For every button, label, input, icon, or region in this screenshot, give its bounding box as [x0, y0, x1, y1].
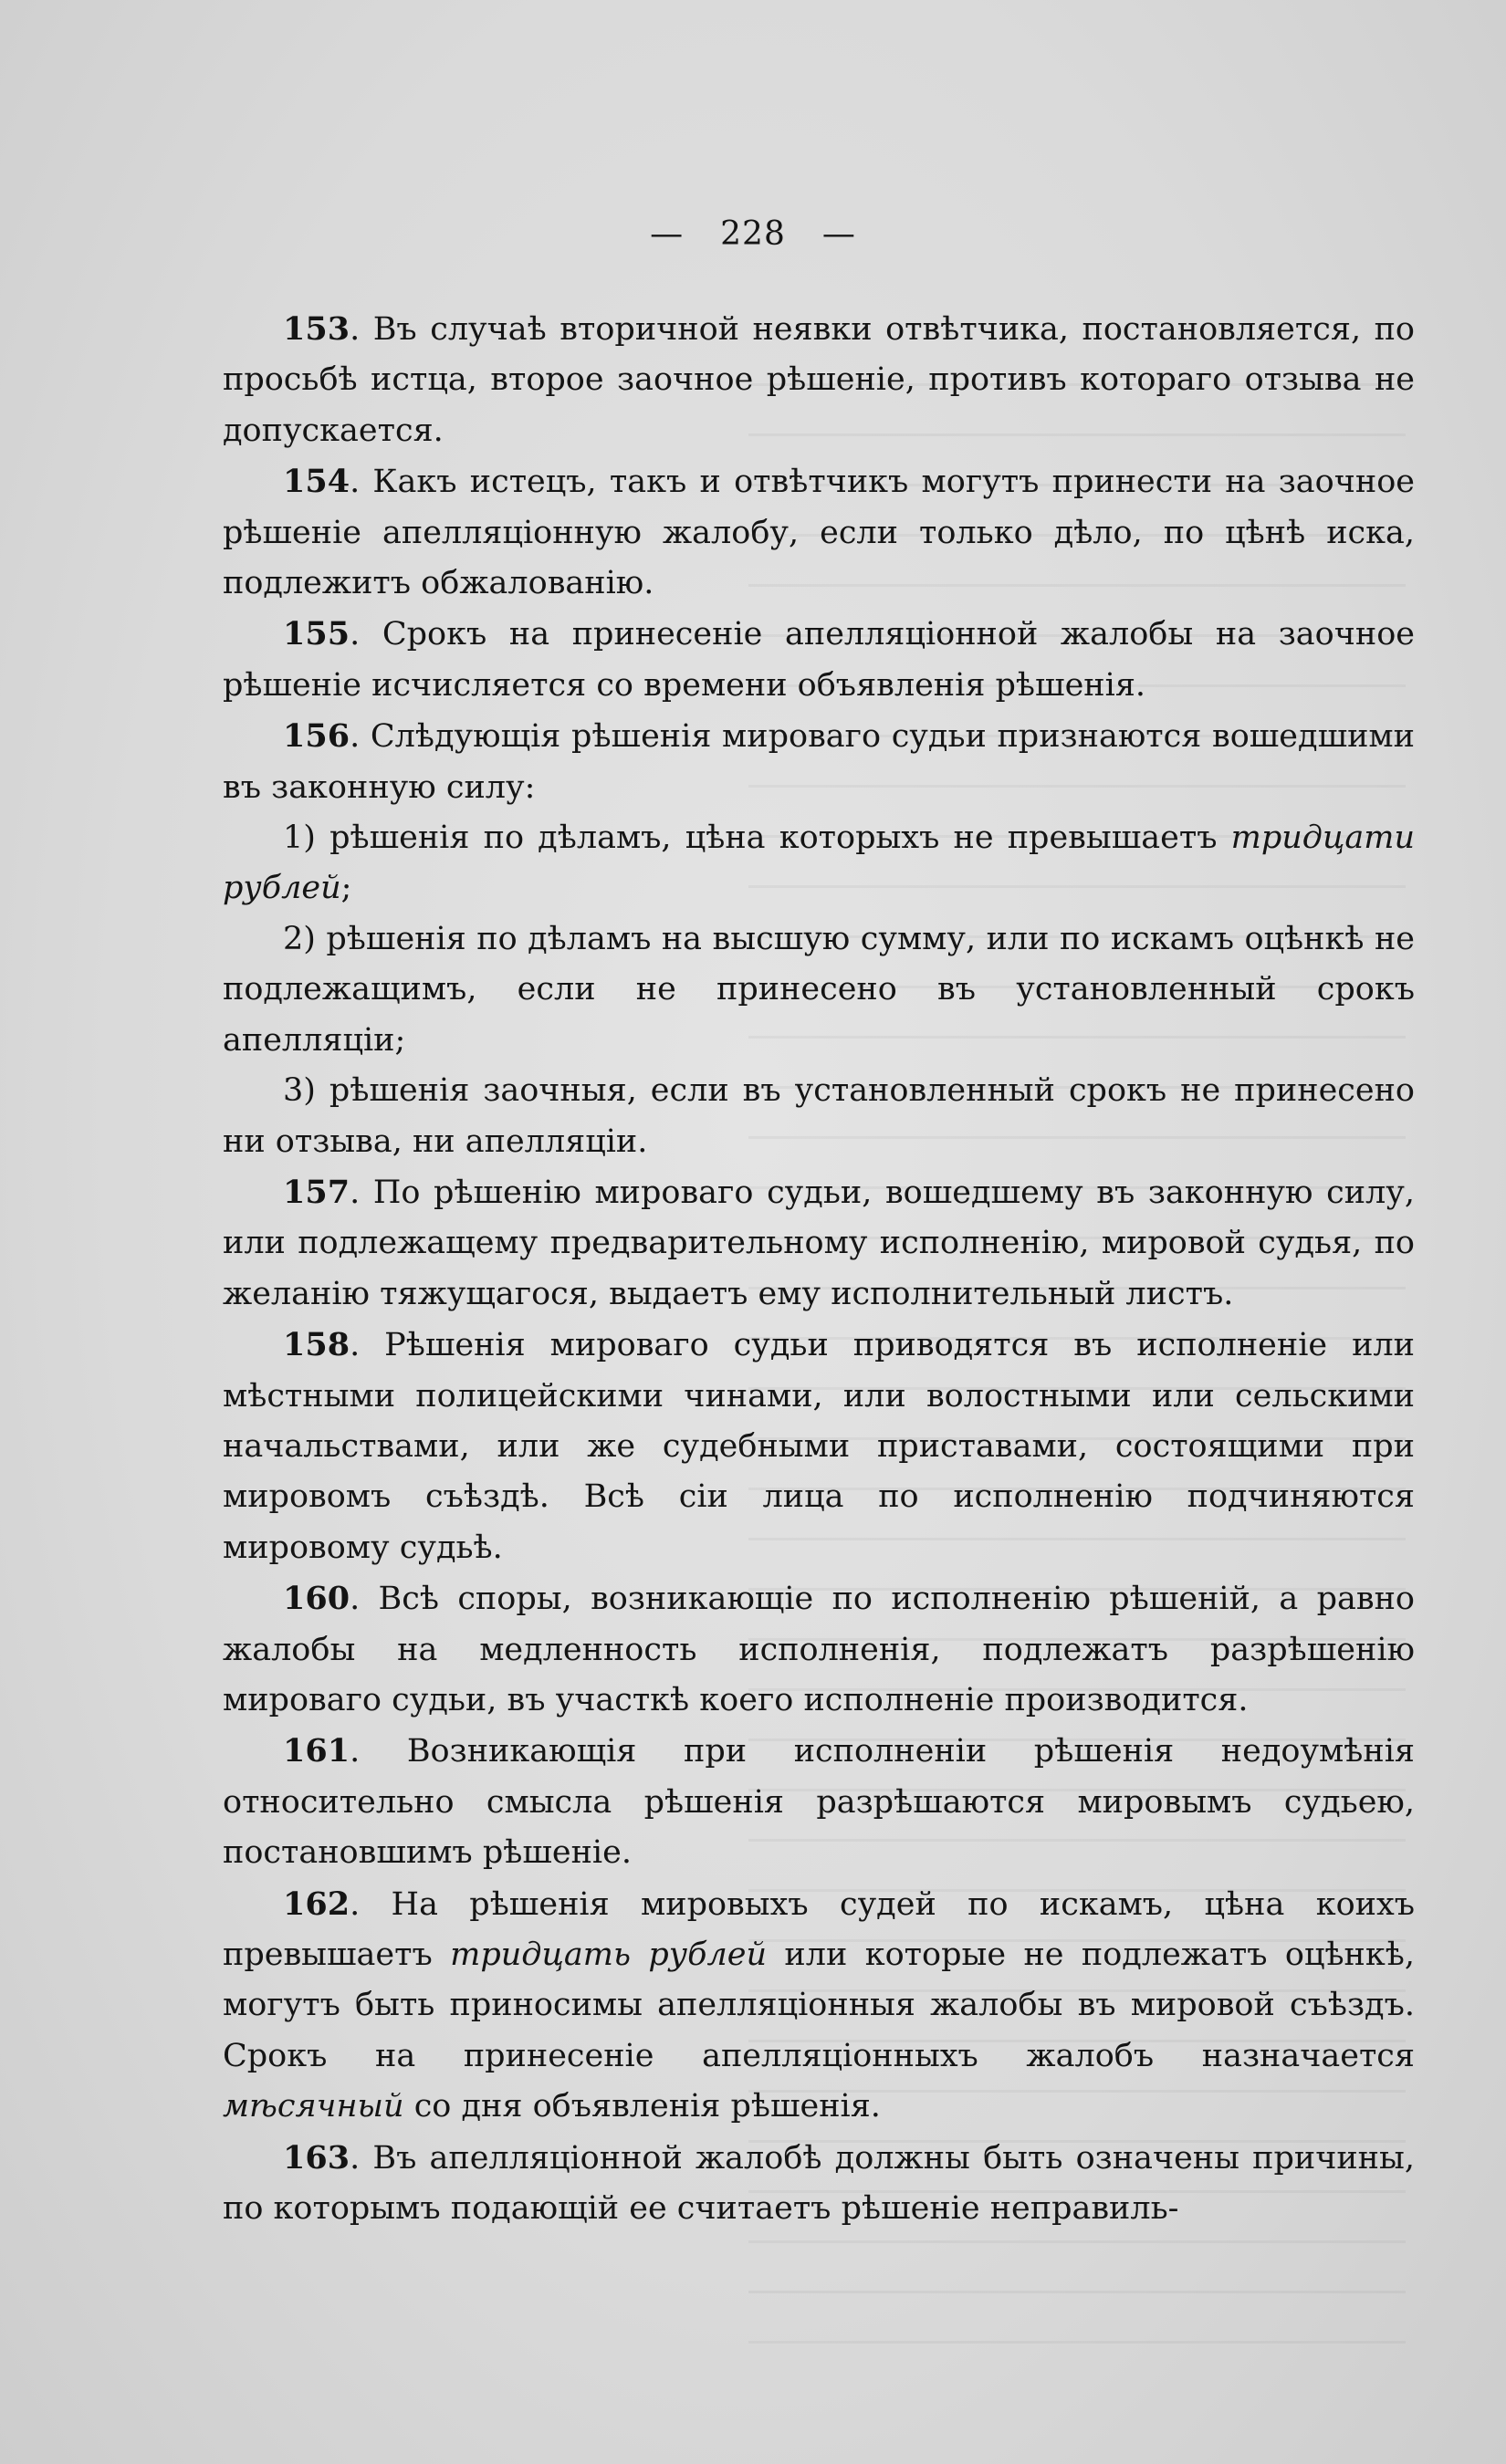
article-number: 155: [283, 615, 350, 653]
italic-text: мѣсячный: [223, 2088, 404, 2125]
article-text: ;: [340, 870, 352, 907]
header-dash-left: —: [650, 215, 685, 253]
article-text: 3) рѣшенія заочныя, если въ установленный срокъ не принесено ни отзыва, ни апелляціи.: [223, 1072, 1415, 1160]
list-item: [223, 1066, 1415, 1167]
article-162: [223, 1879, 1415, 2133]
list-item: [223, 813, 1415, 914]
article-text: . Слѣдующія рѣшенія мироваго судьи признаются вошедшими въ законную силу:: [223, 718, 1415, 806]
article-text: со дня объявленія рѣшенія.: [403, 2088, 881, 2125]
header-dash-right: —: [821, 215, 856, 253]
body-text: [223, 304, 1415, 2234]
page-header: [0, 215, 1506, 253]
article-number: 162: [283, 1885, 350, 1923]
article-number: 156: [283, 717, 350, 756]
article-160: [223, 1573, 1415, 1726]
article-161: [223, 1726, 1415, 1878]
article-163: [223, 2133, 1415, 2235]
article-number: 154: [283, 463, 350, 501]
article-157: [223, 1167, 1415, 1320]
article-153: [223, 304, 1415, 456]
article-number: 163: [283, 2138, 350, 2177]
article-text: . Какъ истецъ, такъ и отвѣтчикъ могутъ принести на заочное рѣшеніе апелляціонную жалобу, если только дѣло, по цѣнѣ иска, подлежитъ обжалованію.: [223, 464, 1415, 602]
article-number: 158: [283, 1326, 350, 1364]
article-text: . Рѣшенія мироваго судьи приводятся въ исполненіе или мѣстными полицейскими чинами, или волостными или сельскими начальствами, или же судебными приставами, состоящими при мировомъ съѣздѣ. Всѣ сіи лица по исполненію подчиняются мировому судьѣ.: [223, 1327, 1415, 1566]
article-text: 2) рѣшенія по дѣламъ на высшую сумму, или по искамъ оцѣнкѣ не подлежащимъ, если не принесено въ установленный срокъ апелляціи;: [223, 920, 1415, 1059]
article-number: 161: [283, 1732, 350, 1770]
article-text: . Возникающія при исполненіи рѣшенія недоумѣнія относительно смысла рѣшенія разрѣшаются мировымъ судьею, постановшимъ рѣшеніе.: [223, 1733, 1415, 1872]
article-text: . Въ случаѣ вторичной неявки отвѣтчика, постановляется, по просьбѣ истца, второе заочное рѣшеніе, противъ котораго отзыва не допускается.: [223, 311, 1415, 449]
article-text: . Срокъ на принесеніе апелляціонной жалобы на заочное рѣшеніе исчисляется со времени объявленія рѣшенія.: [223, 616, 1415, 704]
article-number: 157: [283, 1173, 350, 1211]
article-text: 1) рѣшенія по дѣламъ, цѣна которыхъ не превышаетъ: [283, 820, 1231, 857]
italic-text: тридцати рублей: [223, 820, 1415, 907]
article-number: 160: [283, 1580, 350, 1618]
page-number: 228: [720, 215, 786, 253]
article-156: [223, 711, 1415, 813]
article-154: [223, 456, 1415, 609]
article-158: [223, 1320, 1415, 1573]
article-text: . Всѣ споры, возникающіе по исполненію рѣшеній, а равно жалобы на медленность исполненія, подлежатъ разрѣшенію мироваго судьи, въ участкѣ коего исполненіе производится.: [223, 1581, 1415, 1718]
article-text: . По рѣшенію мироваго судьи, вошедшему въ законную силу, или подлежащему предварительному исполненію, мировой судья, по желанію тяжущагося, выдаетъ ему исполнительный листъ.: [223, 1174, 1415, 1312]
article-number: 153: [283, 310, 350, 348]
italic-text: тридцать рублей: [450, 1937, 768, 1973]
article-text: или которые не подлежатъ оцѣнкѣ, могутъ быть приносимы апелляціонныя жалобы въ мировой съѣздъ. Срокъ на принесеніе апелляціонныхъ жалобъ назначается: [223, 1937, 1415, 2074]
article-text: . На рѣшенія мировыхъ судей по искамъ, цѣна коихъ превышаетъ: [223, 1885, 1415, 1973]
article-text: . Въ апелляціонной жалобѣ должны быть означены причины, по которымъ подающій ее считаетъ рѣшеніе неправиль-: [223, 2139, 1415, 2228]
list-item: [223, 914, 1415, 1066]
article-155: [223, 609, 1415, 711]
